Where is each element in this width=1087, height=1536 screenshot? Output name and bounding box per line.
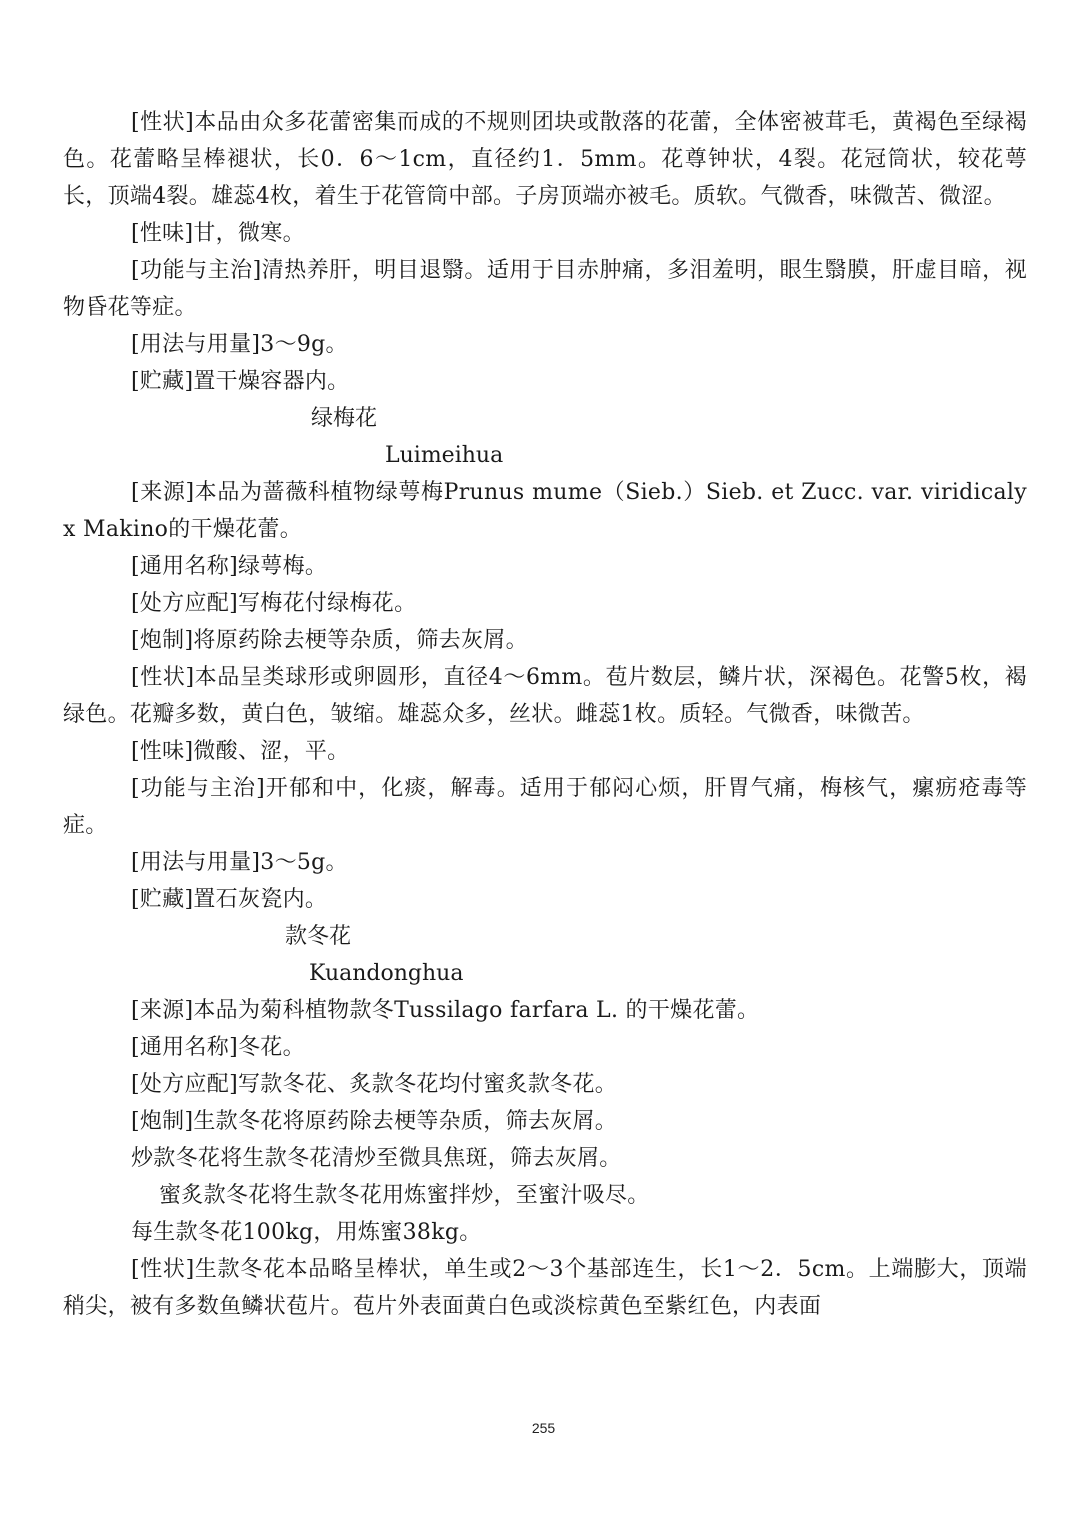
- entry2-dosage: [用法与用量]3～5g。: [131, 850, 348, 875]
- entry3-common-name: [通用名称]冬花。: [131, 1035, 305, 1060]
- entry3-processing: [炮制]生款冬花将原药除去梗等杂质，筛去灰屑。: [131, 1109, 618, 1134]
- entry3-stir-fried: 炒款冬花将生款冬花清炒至微具焦斑，筛去灰屑。: [131, 1146, 622, 1171]
- entry3-properties: [性状]生款冬花本品略呈棒状，单生或2～3个基部连生，长1～2．5cm。上端膨大，顶端稍尖，被有多数鱼鳞状苞片。苞片外表面黄白色或淡棕黄色至紫红色，内表面: [63, 1257, 1027, 1319]
- entry1-taste: [性味]甘，微寒。: [131, 221, 305, 246]
- entry2-processing: [炮制]将原药除去梗等杂质，筛去灰屑。: [131, 628, 528, 653]
- entry2-pinyin: Luimeihua: [385, 443, 504, 468]
- entry3-prescription: [处方应配]写款冬花、炙款冬花均付蜜炙款冬花。: [131, 1072, 618, 1097]
- document-body: [63, 104, 1027, 1325]
- entry2-function: [功能与主治]开郁和中，化痰，解毒。适用于郁闷心烦，肝胃气痛，梅核气，瘰疬疮毒等症。: [63, 776, 1027, 838]
- entry1-storage: [贮藏]置干燥容器内。: [131, 369, 350, 394]
- entry1-function: [功能与主治]清热养肝，明目退翳。适用于目赤肿痛，多泪羞明，眼生翳膜，肝虚目暗，视物昏花等症。: [63, 258, 1027, 320]
- entry3-ratio: 每生款冬花100kg，用炼蜜38kg。: [131, 1220, 482, 1245]
- entry1-properties: [性状]本品由众多花蕾密集而成的不规则团块或散落的花蕾，全体密被茸毛，黄褐色至绿褐色。花蕾略呈棒褪状，长0．6～1cm，直径约1．5mm。花尊钟状，4裂。花冠筒状，较花萼长，顶端4裂。雄蕊4枚，着生于花管筒中部。子房顶端亦被毛。质软。气微香，味微苦、微涩。: [63, 110, 1027, 209]
- entry2-prescription: [处方应配]写梅花付绿梅花。: [131, 591, 417, 616]
- entry2-common-name: [通用名称]绿萼梅。: [131, 554, 328, 579]
- entry3-title: 款冬花: [285, 924, 352, 949]
- entry2-title: 绿梅花: [311, 406, 378, 431]
- entry3-pinyin: Kuandonghua: [309, 961, 464, 986]
- entry3-honey-fried: 蜜炙款冬花将生款冬花用炼蜜拌炒，至蜜汁吸尽。: [159, 1183, 650, 1208]
- entry3-source: [来源]本品为菊科植物款冬Tussilago farfara L. 的干燥花蕾。: [131, 998, 760, 1023]
- entry2-source: [来源]本品为蔷薇科植物绿萼梅Prunus mume（Sieb.）Sieb. et Zucc. var. viridicalyx Makino的干燥花蕾。: [63, 480, 1027, 542]
- entry2-taste: [性味]微酸、涩，平。: [131, 739, 350, 764]
- entry2-storage: [贮藏]置石灰瓷内。: [131, 887, 328, 912]
- entry2-properties: [性状]本品呈类球形或卵圆形，直径4～6mm。苞片数层，鳞片状，深褐色。花警5枚，褐绿色。花瓣多数，黄白色，皱缩。雄蕊众多，丝状。雌蕊1枚。质轻。气微香，味微苦。: [63, 665, 1027, 727]
- page-number: 255: [531, 1420, 556, 1436]
- entry1-dosage: [用法与用量]3～9g。: [131, 332, 348, 357]
